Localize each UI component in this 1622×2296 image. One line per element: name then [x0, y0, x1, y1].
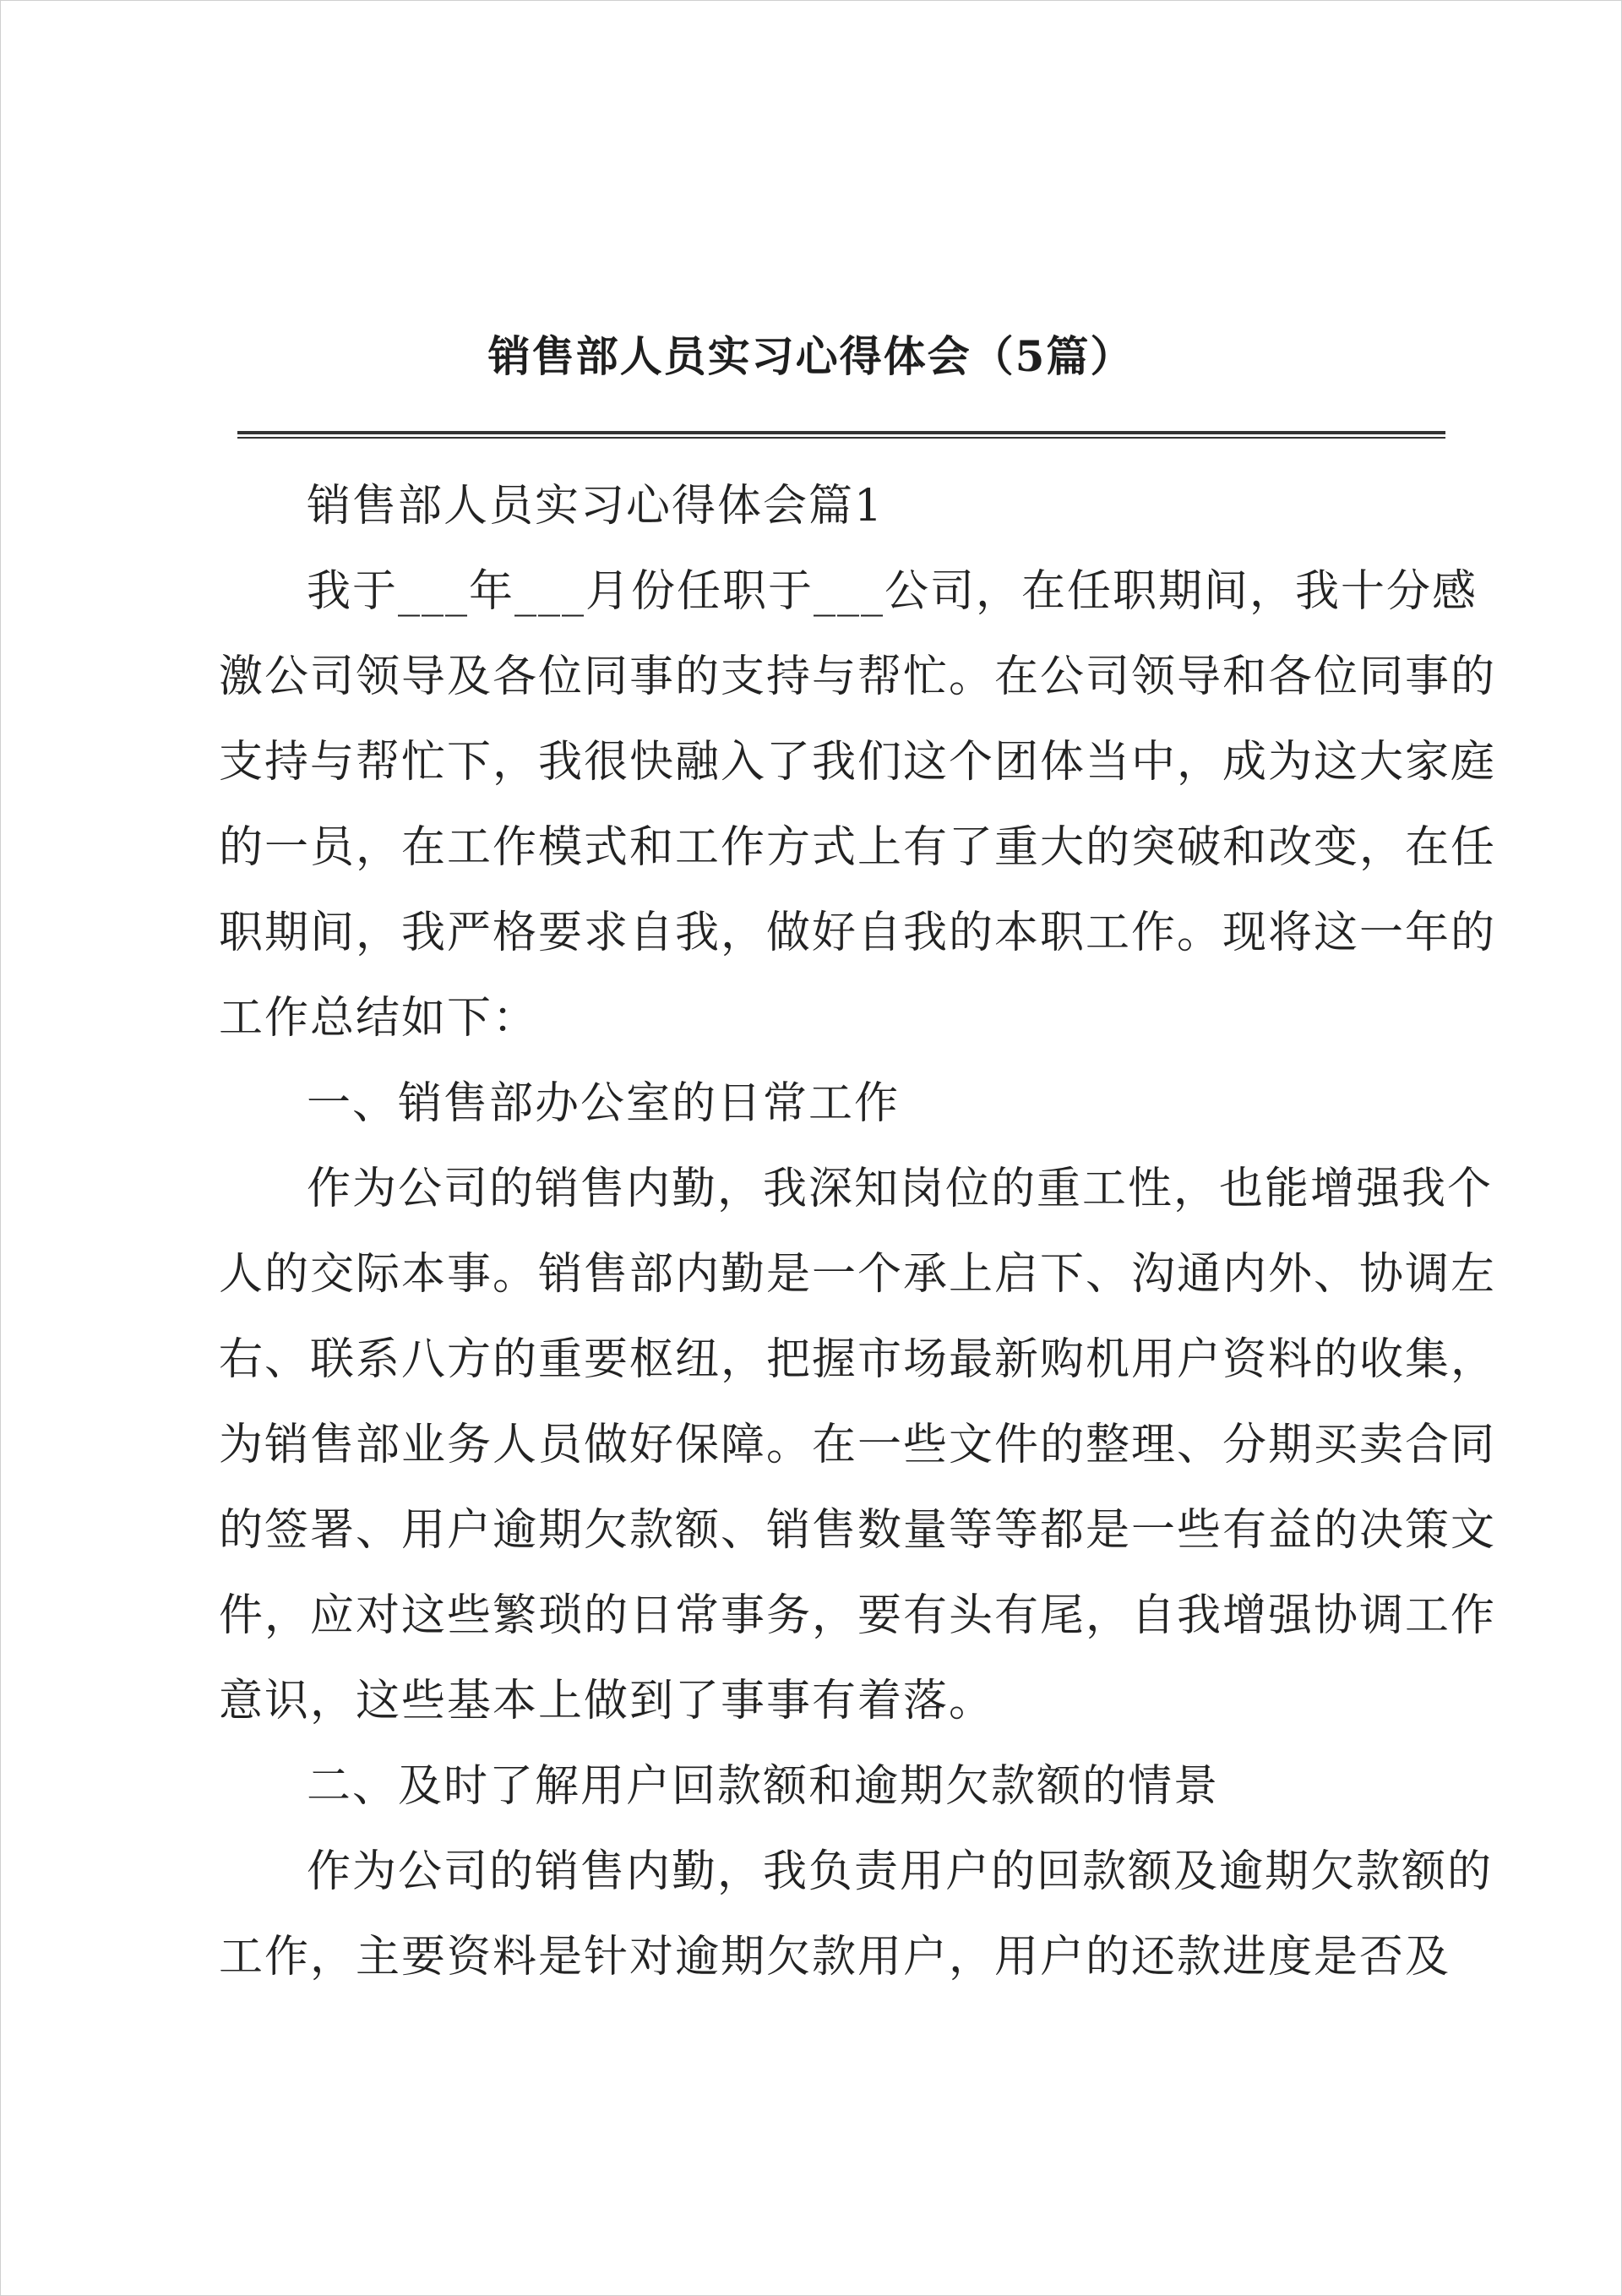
paragraph-line: 的一员，在工作模式和工作方式上有了重大的突破和改变，在任: [219, 822, 1497, 873]
paragraph-line: 工作，主要资料是针对逾期欠款用户，用户的还款进度是否及: [219, 1932, 1451, 1982]
paragraph-line: 右、联系八方的重要枢纽，把握市场最新购机用户资料的收集，: [219, 1334, 1497, 1385]
paragraph-line: 工作总结如下：: [219, 993, 539, 1044]
paragraph-line: 作为公司的销售内勤，我深知岗位的重工性，也能增强我个: [307, 1164, 1494, 1214]
title-divider-thin: [237, 437, 1445, 439]
paragraph-line: 的签署、用户逾期欠款额、销售数量等等都是一些有益的决策文: [219, 1505, 1497, 1556]
paragraph-line: 支持与帮忙下，我很快融入了我们这个团体当中，成为这大家庭: [219, 737, 1497, 788]
paragraph-line: 职期间，我严格要求自我，做好自我的本职工作。现将这一年的: [219, 908, 1497, 958]
subheading: 一、销售部办公室的日常工作: [307, 1078, 901, 1129]
title-divider-thick: [237, 431, 1445, 434]
paragraph-line: 人的交际本事。销售部内勤是一个承上启下、沟通内外、协调左: [219, 1249, 1497, 1300]
paragraph-line: 我于___年___月份任职于___公司，在任职期间，我十分感: [307, 566, 1478, 617]
document-body: [219, 464, 1497, 2000]
paragraph-line: 件，应对这些繁琐的日常事务，要有头有尾，自我增强协调工作: [219, 1590, 1497, 1641]
section-heading: 销售部人员实习心得体会篇1: [307, 481, 884, 532]
document-title: 销售部人员实习心得体会（5篇）: [487, 331, 1135, 381]
paragraph-line: 作为公司的销售内勤，我负责用户的回款额及逾期欠款额的: [307, 1846, 1494, 1897]
paragraph-line: 激公司领导及各位同事的支持与帮忙。在公司领导和各位同事的: [219, 652, 1497, 702]
subheading: 二、及时了解用户回款额和逾期欠款额的情景: [307, 1761, 1220, 1812]
paragraph-line: 意识，这些基本上做到了事事有着落。: [219, 1676, 995, 1726]
paragraph-line: 为销售部业务人员做好保障。在一些文件的整理、分期买卖合同: [219, 1420, 1497, 1470]
